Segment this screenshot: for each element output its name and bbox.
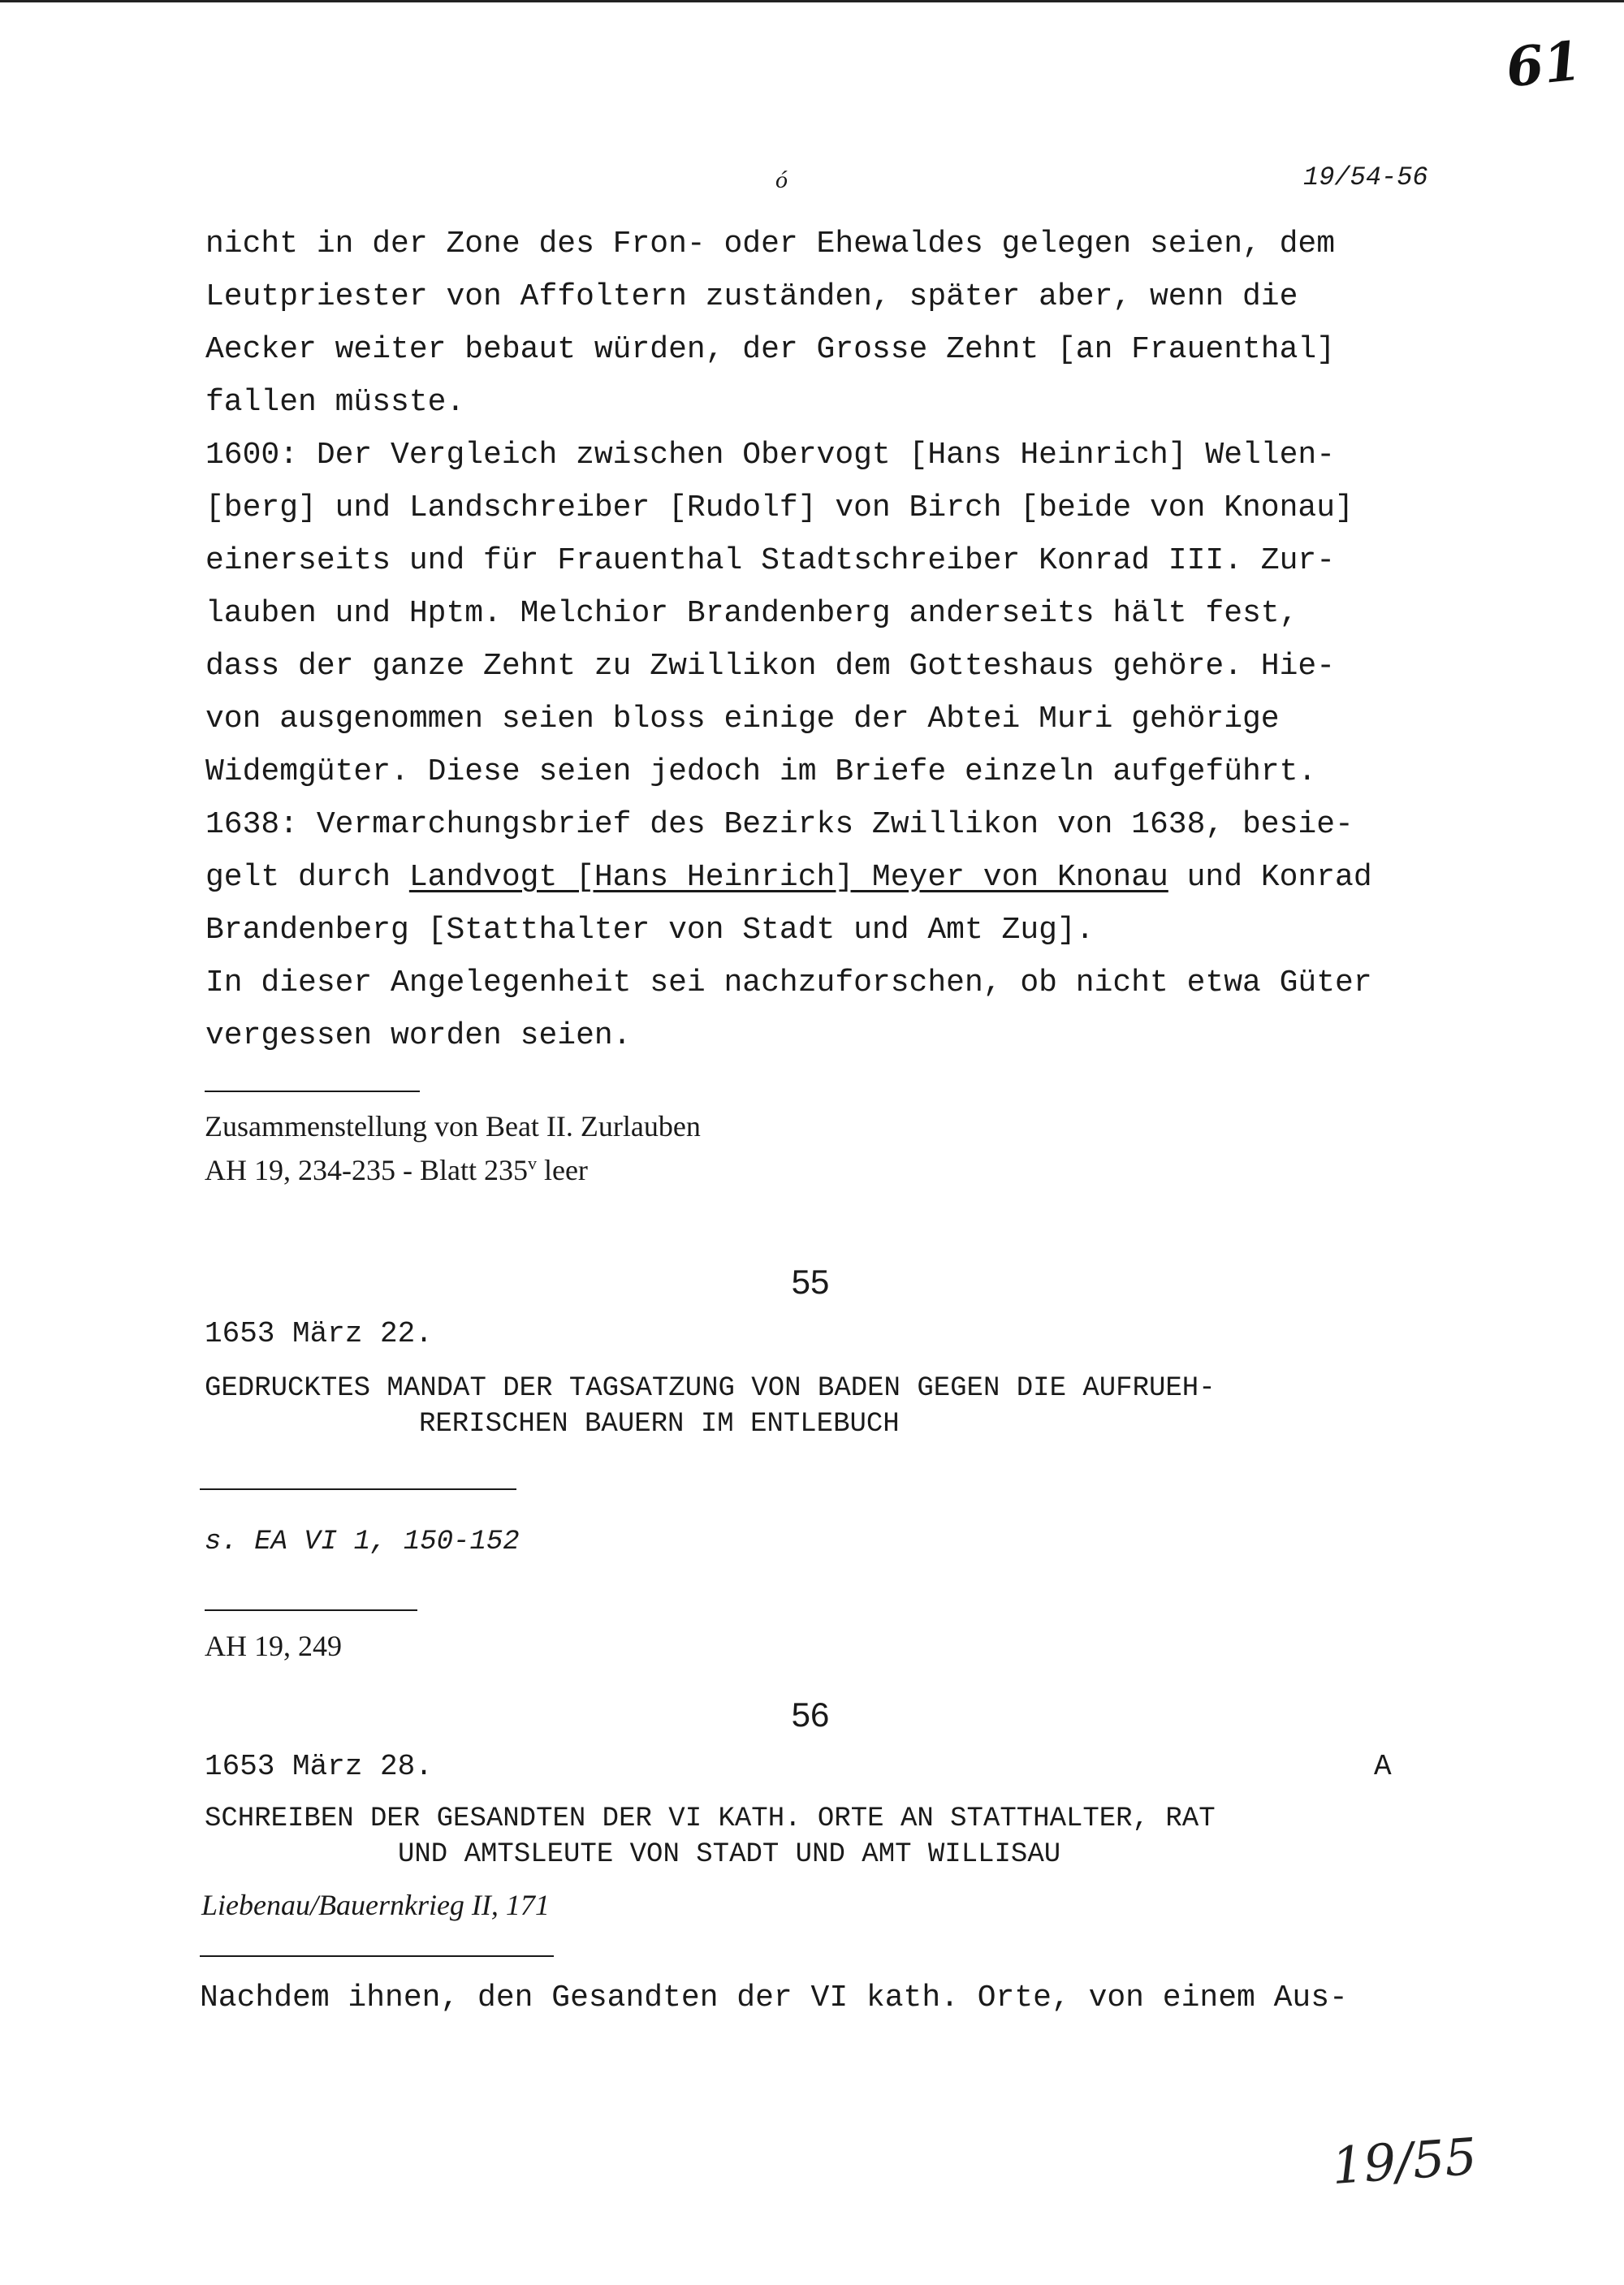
prose-line: Brandenberg [Statthalter von Stadt und Amt Zug]. xyxy=(205,913,1095,948)
document-date-55: 1653 März 22. xyxy=(205,1317,433,1350)
section-rule xyxy=(200,1488,516,1490)
prose-text: und Konrad xyxy=(1168,860,1372,895)
edition-reference-55: s. EA VI 1, 150-152 xyxy=(205,1527,520,1557)
prose-line: nicht in der Zone des Fron- oder Ehewaldes gelegen seien, dem xyxy=(205,227,1336,261)
underlined-name: Landvogt [Hans Heinrich] Meyer von Knonau xyxy=(408,860,1168,895)
page-top-edge xyxy=(0,0,1624,2)
document-number-55: 55 xyxy=(791,1263,830,1301)
handwritten-folio-number: 19/55 xyxy=(1329,2126,1479,2196)
heading-line: UND AMTSLEUTE VON STADT UND AMT WILLISAU xyxy=(398,1839,1061,1870)
prose-line: einerseits und für Frauenthal Stadtschreiber Konrad III. Zur- xyxy=(205,543,1336,578)
note-archive-suffix: leer xyxy=(536,1154,588,1186)
prose-line: Aecker weiter bebaut würden, der Grosse Zehnt [an Frauenthal] xyxy=(205,332,1336,367)
prose-line: dass der ganze Zehnt zu Zwillikon dem Gotteshaus gehöre. Hie- xyxy=(205,649,1336,684)
prose-doc-54 xyxy=(205,218,1456,1062)
note-archive xyxy=(205,1145,588,1189)
prose-text: gelt durch xyxy=(205,860,409,895)
prose-line: von ausgenommen seien bloss einige der Abtei Muri gehörige xyxy=(205,702,1280,736)
prose-line: Widemgüter. Diese seien jedoch im Briefe einzeln aufgeführt. xyxy=(205,754,1317,789)
document-heading-56 xyxy=(205,1801,1471,1872)
prose-line: lauben und Hptm. Melchior Brandenberg anderseits hält fest, xyxy=(205,596,1298,631)
prose-line: In dieser Angelegenheit sei nachzuforschen, ob nicht etwa Güter xyxy=(205,965,1372,1000)
section-rule xyxy=(205,1609,417,1611)
note-compilation: Zusammenstellung von Beat II. Zurlauben xyxy=(205,1110,701,1142)
note-superscript: v xyxy=(527,1153,537,1173)
note-archive-text: AH 19, 234-235 - Blatt 235 xyxy=(205,1154,528,1186)
document-number-56: 56 xyxy=(791,1695,830,1734)
prose-line: Leutpriester von Affoltern zuständen, später aber, wenn die xyxy=(205,279,1298,314)
original-marker: A xyxy=(1374,1750,1392,1783)
heading-line: SCHREIBEN DER GESANDTEN DER VI KATH. ORTE AN STATTHALTER, RAT xyxy=(205,1803,1216,1834)
document-date-56: 1653 März 28. xyxy=(205,1750,433,1783)
document-heading-55 xyxy=(205,1371,1471,1442)
archive-reference-55: AH 19, 249 xyxy=(205,1630,342,1662)
heading-line: GEDRUCKTES MANDAT DER TAGSATZUNG VON BADEN GEGEN DIE AUFRUEH- xyxy=(205,1373,1216,1404)
handwritten-page-number: 61 xyxy=(1503,28,1584,100)
prose-line: 1600: Der Vergleich zwischen Obervogt [Hans Heinrich] Wellen- xyxy=(205,438,1336,473)
prose-line: 1638: Vermarchungsbrief des Bezirks Zwillikon von 1638, besie- xyxy=(205,807,1354,842)
prose-doc-56 xyxy=(200,1972,1450,2024)
prose-line-underlined xyxy=(205,851,1456,904)
folio-mark: ó xyxy=(775,166,788,193)
source-reference-56: Liebenau/Bauernkrieg II, 171 xyxy=(201,1889,550,1921)
prose-line: fallen müsste. xyxy=(205,385,465,420)
footnote-rule xyxy=(205,1091,420,1092)
prose-line: vergessen worden seien. xyxy=(205,1018,632,1053)
document-reference: 19/54-56 xyxy=(1303,162,1428,192)
heading-line: RERISCHEN BAUERN IM ENTLEBUCH xyxy=(419,1409,900,1440)
section-rule xyxy=(200,1955,554,1957)
prose-line: Nachdem ihnen, den Gesandten der VI kath. Orte, von einem Aus- xyxy=(200,1980,1348,2015)
prose-line: [berg] und Landschreiber [Rudolf] von Birch [beide von Knonau] xyxy=(205,490,1354,525)
